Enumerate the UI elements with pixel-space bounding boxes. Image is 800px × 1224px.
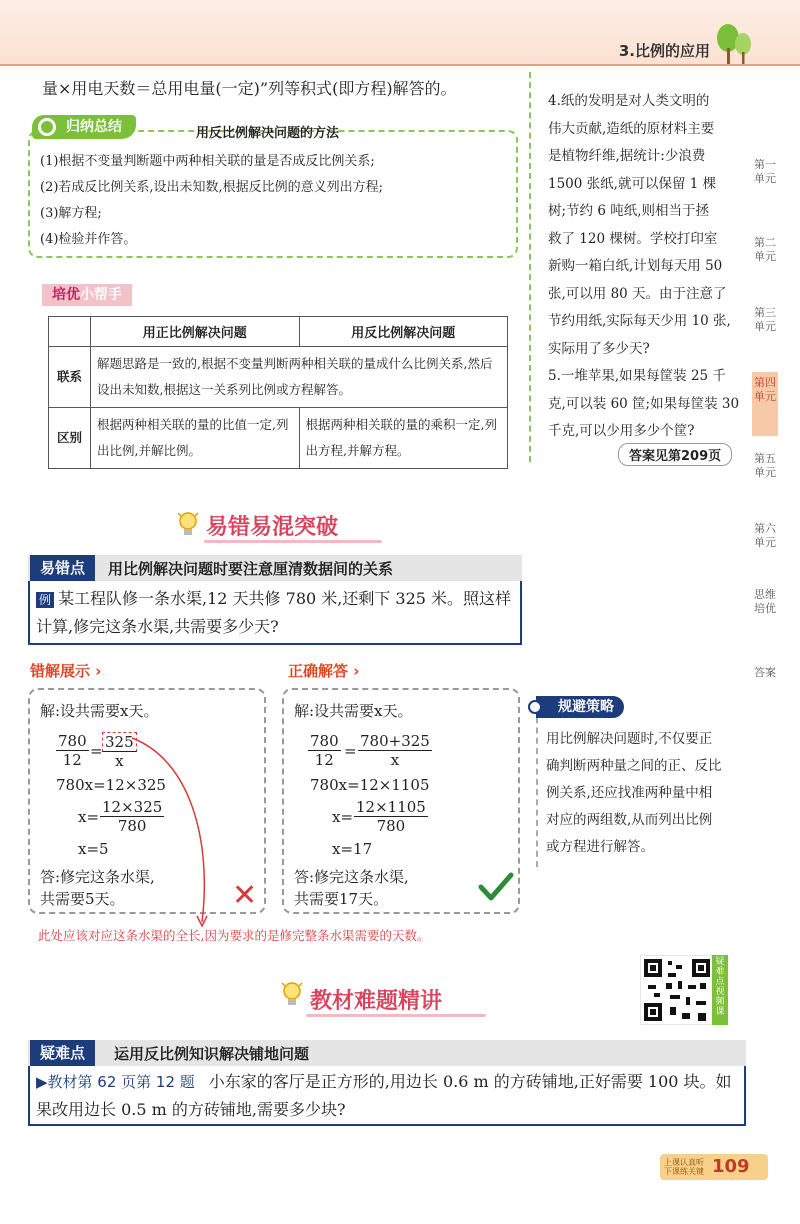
- strategy-tag: 规避策略: [536, 696, 624, 718]
- table-cell: 解题思路是一致的,根据不变量判断两种相关联的量成什么比例关系,然后设出未知数,根据这一关系列比例或方程解答。: [91, 347, 508, 408]
- result: x=17: [332, 840, 373, 858]
- difficulty-tag: 疑难点: [30, 1040, 95, 1066]
- comparison-table: [48, 316, 508, 469]
- checkmark-icon: [478, 870, 514, 904]
- qr-code[interactable]: [640, 955, 714, 1025]
- target-icon: [38, 118, 56, 136]
- right-solution-label: 正确解答 ›: [288, 662, 360, 680]
- error-point-title: 用比例解决问题时要注意厘清数据间的关系: [108, 560, 394, 578]
- fraction: $\frac{325}{x}$: [102, 732, 137, 770]
- footer-slogan: 上课认真听 下课练关键: [664, 1158, 704, 1176]
- textbook-heading: 教材难题精讲: [310, 989, 443, 1014]
- header-divider: [0, 64, 800, 66]
- equation: 780x=12×1105: [310, 776, 430, 794]
- table-row: [49, 347, 508, 408]
- hand-icon: [528, 700, 542, 714]
- equation: x=: [332, 808, 354, 826]
- table-row: [49, 317, 508, 347]
- heading-underline: [306, 1014, 486, 1017]
- side-tab-unit-6[interactable]: 第六单元: [754, 522, 776, 549]
- answer-line: 答:修完这条水渠,: [294, 868, 409, 886]
- solution-setup: 解:设共需要x天。: [294, 702, 413, 720]
- helper-tag: 培优小帮手: [42, 284, 132, 306]
- error-point-tag: 易错点: [30, 555, 95, 581]
- qr-label: 疑难点视频课: [712, 955, 728, 1025]
- summary-tag: 归纳总结: [32, 115, 136, 139]
- tree-icon: [714, 22, 754, 64]
- fraction: $\frac{12\times 325}{780}$: [102, 798, 163, 835]
- side-tab-thinking[interactable]: 思维培优: [754, 588, 776, 615]
- strategy-text: 用比例解决问题时,不仅要正 确判断两种量之间的正、反比 例关系,还应找准两种量中相 对应的两组数,从而列出比例 或方程进行解答。: [546, 731, 722, 855]
- fraction: $\frac{780}{12}$: [310, 732, 339, 769]
- table-corner: [49, 317, 91, 347]
- table-cell: 根据两种相关联的量的比值一定,列出比例,并解比例。: [91, 408, 300, 469]
- side-tab-answers[interactable]: 答案: [754, 666, 776, 679]
- annotation-arrow: [120, 730, 220, 930]
- textbook-reference: ▶教材第 62 页第 12 题: [36, 1073, 195, 1091]
- page-number: 109: [712, 1156, 750, 1177]
- side-tab-unit-1[interactable]: 第一单元: [754, 158, 776, 185]
- top-line-text: 量×用电天数＝总用电量(一定)”列等积式(即方程)解答的。: [42, 79, 457, 98]
- equals-sign: =: [90, 742, 103, 760]
- result: x=5: [78, 840, 109, 858]
- question-5: 5.一堆苹果,如果每筐装 25 千 克,可以装 60 筐;如果每筐装 30 千克,可以少用多少个筐?: [548, 368, 740, 439]
- solution-setup: 解:设共需要x天。: [40, 702, 159, 720]
- cross-icon: ✕: [232, 878, 258, 913]
- row-label: 区别: [49, 408, 91, 469]
- wrong-solution-label: 错解展示 ›: [30, 662, 102, 680]
- side-tab-unit-3[interactable]: 第三单元: [754, 306, 776, 333]
- heading-underline: [204, 540, 382, 543]
- side-tab-unit-4[interactable]: 第四单元: [752, 372, 778, 436]
- table-cell: 根据两种相关联的量的乘积一定,列出方程,并解方程。: [299, 408, 508, 469]
- difficulty-title: 运用反比例知识解决铺地问题: [114, 1045, 310, 1063]
- answer-reference[interactable]: 答案见第209页: [618, 443, 732, 466]
- table-header: 用正比例解决问题: [91, 317, 300, 347]
- table-row: [49, 408, 508, 469]
- fraction: $\frac{780}{12}$: [58, 732, 87, 769]
- summary-item: (4)检验并作答。: [40, 232, 137, 247]
- column-divider: [529, 72, 531, 462]
- textbook-problem: ▶教材第 62 页第 12 题 小东家的客厅是正方形的,用边长 0.6 m 的方砖铺地,正好需要 100 块。如果改用边长 0.5 m 的方砖铺地,需要多少块?: [36, 1072, 732, 1119]
- equation: 780x=12×325: [56, 776, 166, 794]
- lightbulb-icon: [176, 510, 200, 540]
- summary-item: (1)根据不变量判断题中两种相关联的量是否成反比例关系;: [40, 154, 375, 169]
- example-mark: 例: [36, 592, 54, 608]
- summary-title: 用反比例解决问题的方法: [196, 126, 340, 141]
- side-tab-unit-2[interactable]: 第二单元: [754, 236, 776, 263]
- row-label: 联系: [49, 347, 91, 408]
- answer-line: 共需要5天。: [40, 890, 125, 908]
- summary-item: (3)解方程;: [40, 206, 102, 221]
- section-title: 3.比例的应用: [618, 42, 710, 60]
- mistakes-heading: 易错易混突破: [206, 515, 339, 540]
- annotation-note: 此处应该对应这条水渠的全长,因为要求的是修完整条水渠需要的天数。: [38, 928, 430, 943]
- answer-line: 答:修完这条水渠,: [40, 868, 155, 886]
- question-4: 4.纸的发明是对人类文明的 伟大贡献,造纸的原材料主要 是植物纤维,据统计:少浪费 1500 张纸,就可以保留 1 棵 树;节约 6 吨纸,则相当于拯 救了 120 棵树。学校打印室 新购一箱白纸,计划每天用 50 张,可以用 80 天。由于注意了 节约用纸,实际每天少用 10 张, 实际用了多少天?: [548, 93, 731, 357]
- table-header: 用反比例解决问题: [299, 317, 508, 347]
- answer-line: 共需要17天。: [294, 890, 389, 908]
- fraction: $\frac{12\times 1105}{780}$: [356, 798, 426, 835]
- side-tab-unit-5[interactable]: 第五单元: [754, 452, 776, 479]
- equals-sign: =: [344, 742, 357, 760]
- example-text: 例 某工程队修一条水渠,12 天共修 780 米,还剩下 325 米。照这样计算,修完这条水渠,共需要多少天?: [36, 589, 512, 636]
- lightbulb-icon: [280, 980, 304, 1010]
- fraction: $\frac{780+325}{x}$: [360, 732, 430, 769]
- summary-item: (2)若成反比例关系,设出未知数,根据反比例的意义列出方程;: [40, 180, 384, 195]
- equation: x=: [78, 808, 100, 826]
